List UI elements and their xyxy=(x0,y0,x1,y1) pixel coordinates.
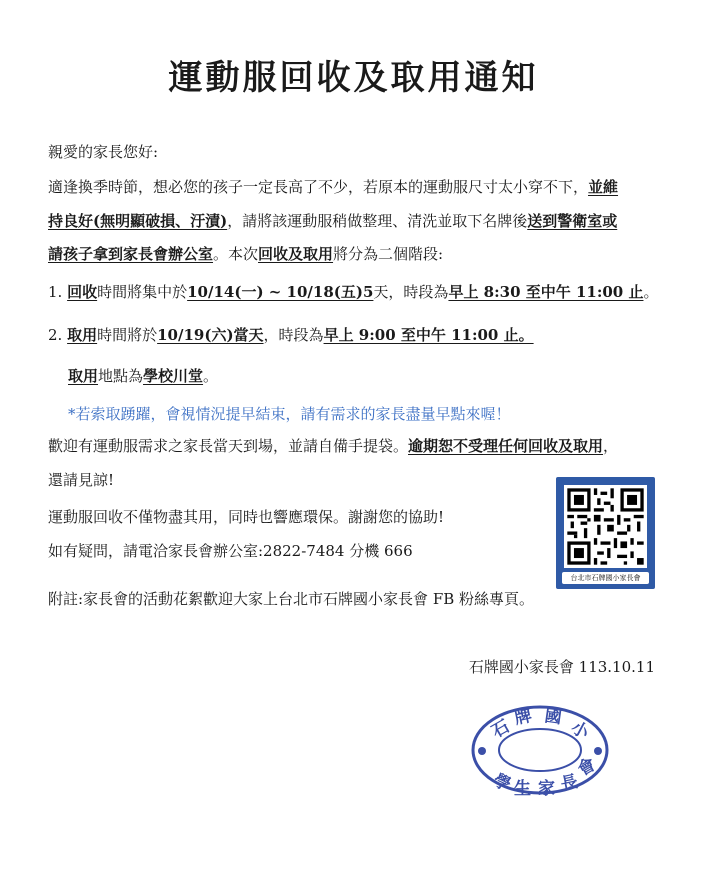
collect-dates: 10/14(一) ~ 10/18(五)5 xyxy=(187,283,374,301)
para1-line3 xyxy=(48,244,443,264)
take-time: 早上 9:00 至中午 11:00 止。 xyxy=(323,326,534,344)
svg-text:牌: 牌 xyxy=(512,705,534,729)
svg-text:長: 長 xyxy=(558,771,580,795)
para2-text: 歡迎有運動服需求之家長當天到場，並請自備手提袋。 xyxy=(48,437,409,455)
list-number: 2. xyxy=(48,326,63,344)
signature: 石牌國小家長會 113.10.11 xyxy=(468,658,655,676)
condition-emphasis: 持良好(無明顯破損、汙漬) xyxy=(48,212,228,230)
svg-text:會: 會 xyxy=(574,754,600,781)
item-text: 時間將集中於 xyxy=(97,283,188,301)
page-title: 運動服回收及取用通知 xyxy=(168,58,539,98)
delivery-emphasis: 送到警衛室或 xyxy=(527,212,618,230)
svg-text:學: 學 xyxy=(489,770,514,796)
parent-association-seal xyxy=(470,704,610,796)
svg-text:小: 小 xyxy=(567,717,593,744)
take-label: 取用 xyxy=(67,326,98,344)
footnote: 附註:家長會的活動花絮歡迎大家上台北市石牌國小家長會 FB 粉絲專頁。 xyxy=(48,590,535,608)
list-item-take xyxy=(48,325,534,345)
para1-text: ，請將該運動服稍做整理、清洗並取下名牌後 xyxy=(227,212,528,230)
svg-text:石: 石 xyxy=(488,716,514,743)
qr-code-card[interactable] xyxy=(556,477,655,589)
location-text: 地點為 xyxy=(98,367,144,385)
collect-label: 回收 xyxy=(67,283,98,301)
para2-line1 xyxy=(48,436,618,456)
overdue-emphasis: 逾期恕不受理任何回收及取用 xyxy=(408,437,604,455)
location-label: 取用 xyxy=(68,367,99,385)
para1-emphasis: 並維 xyxy=(588,178,619,196)
list-number: 1. xyxy=(48,283,63,301)
list-item-collect xyxy=(48,282,658,302)
para1-text: 。本次 xyxy=(213,245,259,263)
svg-text:國: 國 xyxy=(543,706,563,729)
svg-text:生: 生 xyxy=(514,779,531,796)
para1-line1 xyxy=(48,177,618,197)
pickup-location xyxy=(68,366,218,386)
qr-code-icon xyxy=(564,485,647,568)
contact-info: 如有疑問，請電洽家長會辦公室:2822-7484 分機 666 xyxy=(48,542,413,560)
location-end: 。 xyxy=(203,367,219,385)
early-end-note: *若索取踴躍，會視情況提早結束，請有需求的家長盡量早點來喔！ xyxy=(68,405,511,423)
location-place: 學校川堂 xyxy=(143,367,204,385)
item-end: 。 xyxy=(643,283,659,301)
svg-text:家: 家 xyxy=(538,779,555,796)
qr-caption: 台北市石牌國小家長會 xyxy=(562,572,649,584)
item-text: ，時段為 xyxy=(263,326,324,344)
para1-text: 適逢換季時節，想必您的孩子一定長高了不少，若原本的運動服尺寸太小穿不下， xyxy=(48,178,589,196)
collect-time: 早上 8:30 至中午 11:00 止 xyxy=(448,283,644,301)
office-emphasis: 請孩子拿到家長會辦公室 xyxy=(48,245,214,263)
para2-line2: 還請見諒! xyxy=(48,471,115,489)
para1-line2 xyxy=(48,211,617,231)
stage-emphasis: 回收及取用 xyxy=(258,245,334,263)
item-text: 時間將於 xyxy=(97,326,158,344)
para1-text: 將分為二個階段: xyxy=(333,245,444,263)
item-text: 天，時段為 xyxy=(373,283,449,301)
take-date: 10/19(六)當天 xyxy=(157,326,264,344)
greeting: 親愛的家長您好: xyxy=(48,143,159,161)
recycle-note: 運動服回收不僅物盡其用，同時也響應環保。謝謝您的協助! xyxy=(48,508,445,526)
para2-comma: ， xyxy=(603,437,619,455)
